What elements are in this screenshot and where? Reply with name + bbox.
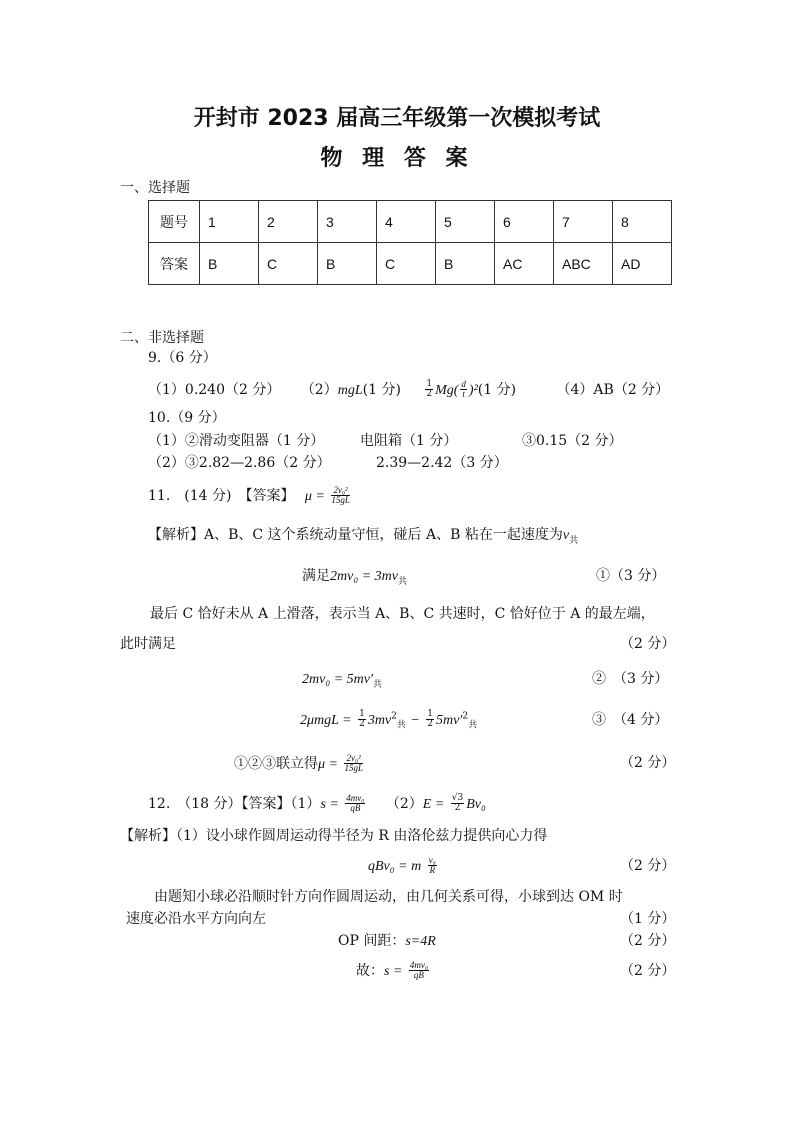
q9-part2-expr: mgL (337, 382, 363, 398)
q11-eq3: 2μmgL = $\frac{1}{2}$ $3mv^2_共$ − $\frac{1}{2}$ $5mv'^2_共$ (300, 709, 478, 731)
denominator: t (462, 389, 465, 400)
q10-l2b: 2.39—2.42（3 分） (376, 455, 508, 471)
section-2-heading: 二、非选择题 (120, 330, 204, 346)
q11-eq3-term2: 5mv′ (435, 712, 463, 728)
q12-s-expr: s = (320, 796, 339, 812)
fraction (331, 486, 350, 506)
q11-text2b: 此时满足 (120, 636, 176, 652)
q11-eq4-pre: ①②③联立得 (234, 755, 318, 772)
numerator: 1 (427, 709, 433, 719)
denominator: 2 (359, 719, 365, 730)
q11-eq3-score: ③ （4 分） (592, 712, 669, 728)
numerator: √3 (451, 793, 464, 803)
table-cell: 答案 (149, 243, 200, 285)
table-row (149, 201, 672, 243)
q11-eq4 (234, 754, 365, 774)
q11-eq2-expr: 2mv₀ = 5mv′ (302, 672, 374, 687)
q11-eq3-sub2: 共 (468, 720, 478, 731)
table-cell: 4 (377, 201, 436, 243)
q11-eq3-term1: 3mv (367, 712, 392, 728)
q9-part2-score: (1 分) (362, 381, 401, 398)
numerator: v₀ (428, 855, 436, 865)
q12-op-label: OP 间距： (338, 933, 406, 949)
table-cell: C (259, 243, 318, 285)
table-cell: AC (495, 243, 554, 285)
q12-op (338, 933, 436, 951)
q11-eq4-mu: μ = (318, 756, 338, 772)
q9-label: 9.（6 分） (148, 350, 217, 366)
q12-text2-score: （1 分） (620, 911, 676, 927)
q12-part2: （2） (385, 795, 423, 812)
denominator: 15gL (344, 763, 363, 774)
section-1-heading: 一、选择题 (120, 180, 190, 196)
q11-label-line (148, 486, 352, 506)
q11-eq1-expr: 2mv₀ = 3mv (330, 569, 398, 584)
table-cell: 6 (495, 201, 554, 243)
fraction (358, 710, 366, 730)
fraction (428, 856, 437, 876)
numerator: 4mv₀ (409, 960, 428, 970)
table-cell: 题号 (149, 201, 200, 243)
q9-part3-expr: Mg( (435, 382, 459, 398)
q12-gu-expr: s = (384, 963, 403, 979)
q12-gu (356, 961, 431, 981)
q12-op-score: （2 分） (620, 933, 676, 949)
table-cell: B (318, 243, 377, 285)
q11-eq3-minus: − (410, 712, 420, 728)
numerator: 1 (426, 379, 433, 389)
denominator: qB (413, 970, 424, 981)
q9-part3-score: (1 分) (477, 381, 517, 398)
q11-analysis-text: 【解析】A、B、C 这个系统动量守恒，碰后 A、B 粘在一起速度为 (148, 527, 563, 543)
q11-analysis-sub: 共 (569, 535, 579, 546)
table-cell: 1 (200, 201, 259, 243)
q11-analysis-var: v (562, 528, 570, 543)
q10-label: 10.（9 分） (148, 410, 226, 426)
q10-l2a: （2）③2.82—2.86（2 分） (148, 455, 331, 471)
denominator: 15gL (331, 495, 350, 506)
q12-E-post: Bv₀ (466, 796, 486, 812)
fraction (344, 754, 363, 774)
table-cell: B (200, 243, 259, 285)
q9-line (148, 380, 669, 400)
q9-part2-num: （2） (300, 381, 338, 398)
numerator: 4mv₀ (346, 793, 365, 803)
q10-l1c: ③0.15（2 分） (522, 433, 623, 449)
q11-text2-score: （2 分） (620, 636, 676, 652)
q11-eq1 (302, 568, 407, 588)
q11-eq4-score: （2 分） (620, 755, 676, 771)
q11-eq2-score: ② （3 分） (592, 671, 669, 687)
numerator: 2v₀² (331, 486, 350, 496)
numerator: 1 (359, 709, 365, 719)
q9-part3 (423, 379, 517, 400)
table-cell: ABC (554, 243, 613, 285)
table-cell: 7 (554, 201, 613, 243)
table-cell: 2 (259, 201, 318, 243)
table-cell: AD (613, 243, 672, 285)
q12-E-expr: E = (422, 796, 445, 812)
table-cell: C (377, 243, 436, 285)
table-cell: 5 (436, 201, 495, 243)
q12-text2b: 速度必沿水平方向向左 (126, 911, 266, 927)
q12-label-line (148, 794, 486, 814)
table-cell: 8 (613, 201, 672, 243)
table-cell: B (436, 243, 495, 285)
numerator: 2v₀² (344, 754, 363, 764)
q11-eq1-pre: 满足 (302, 568, 330, 584)
numerator: d (461, 379, 466, 389)
denominator: qB (350, 803, 361, 814)
denominator: 2 (454, 803, 461, 814)
fraction (460, 380, 467, 400)
q9-part4: （4）AB（2 分） (556, 381, 670, 398)
fraction (345, 794, 365, 814)
q11-analysis (148, 527, 578, 547)
q11-eq3-lhs: 2μmgL = (300, 712, 352, 728)
fraction (426, 710, 434, 730)
q11-eq2-sub: 共 (373, 679, 383, 690)
q12-eq1-expr: qBv₀ = m (368, 858, 422, 874)
q10-l1b: 电阻箱（1 分） (360, 433, 458, 449)
q11-eq1-sub: 共 (397, 576, 407, 587)
q9-part1: （1）0.240（2 分） (148, 381, 281, 398)
q11-eq3-sub1: 共 (396, 720, 406, 731)
denominator: R (429, 865, 435, 876)
q10-l1a: （1）②滑动变阻器（1 分） (148, 433, 325, 449)
fraction (425, 380, 433, 400)
q9-part2 (301, 382, 401, 398)
denominator: 2 (427, 719, 433, 730)
q12-label: 12. （18 分）【答案】（1） (148, 795, 321, 812)
table-cell: 3 (318, 201, 377, 243)
q9-part3-expr-end: )² (468, 382, 478, 398)
q12-op-expr: s=4R (405, 934, 436, 949)
fraction (451, 794, 464, 814)
answer-table (148, 200, 672, 285)
q12-text2a: 由题知小球必沿顺时针方向作圆周运动，由几何关系可得，小球到达 OM 时 (154, 889, 623, 905)
q11-label: 11. (14 分) 【答案】 (148, 487, 295, 504)
q12-eq1 (368, 856, 439, 876)
q12-gu-score: （2 分） (620, 963, 676, 979)
doc-subtitle: 物 理 答 案 (320, 146, 474, 171)
denominator: 2 (426, 389, 433, 400)
table-row (149, 243, 672, 285)
fraction (409, 961, 429, 981)
doc-title: 开封市 2023 届高三年级第一次模拟考试 (193, 106, 601, 131)
q12-gu-label: 故： (356, 962, 384, 979)
q11-text2a: 最后 C 恰好未从 A 上滑落，表示当 A、B、C 共速时，C 恰好位于 A 的最左端， (150, 606, 655, 622)
q11-answer-expr: μ = (304, 488, 325, 504)
q12-eq1-score: （2 分） (620, 858, 676, 874)
q11-eq1-score: ①（3 分） (596, 568, 666, 584)
q11-eq2 (302, 671, 382, 691)
q12-analysis: 【解析】（1）设小球作圆周运动得半径为 R 由洛伦兹力提供向心力得 (120, 828, 548, 844)
